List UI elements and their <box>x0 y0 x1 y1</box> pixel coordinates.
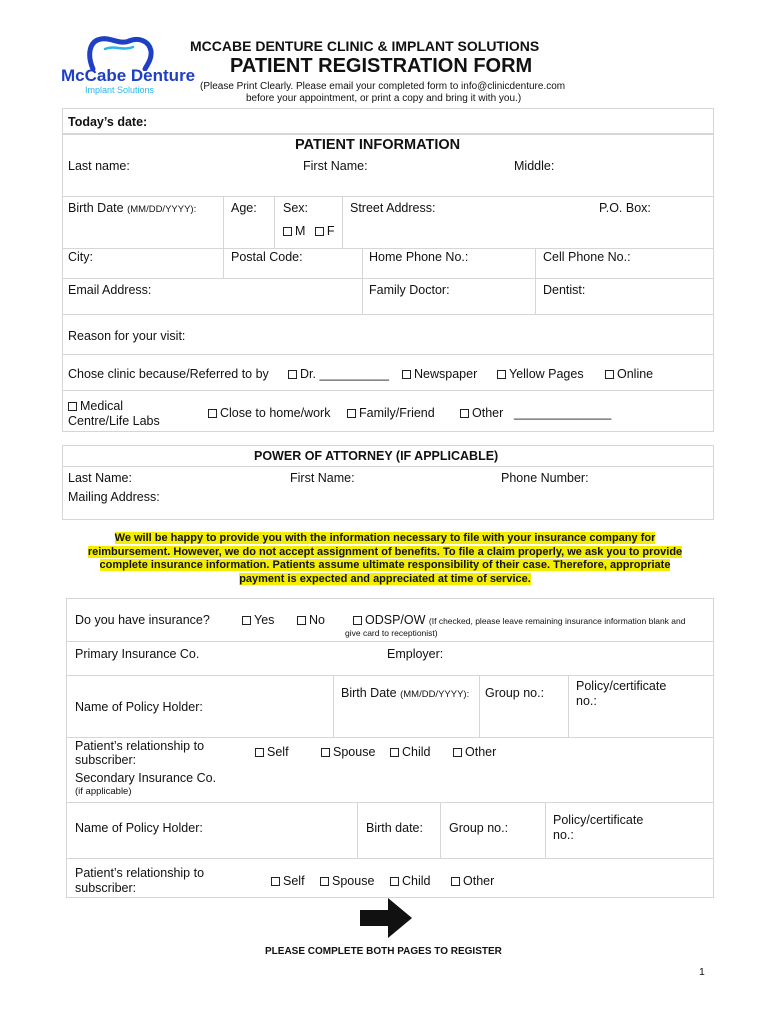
insurance-odsp-checkbox[interactable] <box>353 613 685 627</box>
have-insurance-label: Do you have insurance? <box>75 613 210 627</box>
birth-date-field[interactable] <box>68 201 196 215</box>
sex-m-label: M <box>295 224 306 238</box>
relationship-other-label: Other <box>465 745 497 759</box>
checkbox-icon <box>283 227 292 236</box>
sex-f-label: F <box>326 224 335 238</box>
patient-info-heading: PATIENT INFORMATION <box>295 137 461 153</box>
referral-yellow-pages-label: Yellow Pages <box>509 367 584 381</box>
relationship-spouse-checkbox[interactable] <box>321 745 375 759</box>
relationship-2-self-label: Self <box>283 874 305 888</box>
referral-close-to-home-checkbox[interactable] <box>208 406 330 420</box>
group-no-field[interactable]: Group no.: <box>485 686 545 700</box>
relationship-2-spouse-label: Spouse <box>332 874 375 888</box>
email-field[interactable]: Email Address: <box>68 283 152 297</box>
clinic-logo <box>55 35 196 97</box>
family-doctor-field[interactable]: Family Doctor: <box>369 283 450 297</box>
middle-name-field[interactable]: Middle: <box>514 159 555 173</box>
col-divider <box>274 196 275 248</box>
relationship-2-label-2: subscriber: <box>75 881 137 895</box>
first-name-field[interactable]: First Name: <box>303 159 368 173</box>
secondary-insurance-field[interactable]: Secondary Insurance Co. <box>75 771 217 785</box>
group-no-2-field[interactable]: Group no.: <box>449 821 509 835</box>
row-divider <box>66 802 714 803</box>
poa-phone-field[interactable]: Phone Number: <box>501 471 589 485</box>
clinic-name: MCCABE DENTURE CLINIC & IMPLANT SOLUTIONS <box>190 38 540 54</box>
referral-newspaper-label: Newspaper <box>414 367 478 381</box>
insurance-no-label: No <box>309 613 325 627</box>
birth-date-format: (MM/DD/YYYY): <box>400 689 470 700</box>
checkbox-icon <box>497 370 506 379</box>
notice-line: reimbursement. However, we do not accept assignment of benefits. To file a claim properly, we ask you to provide <box>87 545 683 558</box>
checkbox-icon <box>320 877 329 886</box>
form-instructions-line2: before your appointment, or print a copy and bring it with you.) <box>246 93 522 104</box>
insurance-yes-label: Yes <box>254 613 275 627</box>
home-phone-field[interactable]: Home Phone No.: <box>369 250 469 264</box>
referral-medical-label: Medical <box>80 399 124 413</box>
col-divider <box>333 675 334 737</box>
referral-medical-label-2: Centre/Life Labs <box>68 414 160 428</box>
checkbox-icon <box>321 748 330 757</box>
referral-family-friend-label: Family/Friend <box>359 406 435 420</box>
checkbox-icon <box>353 616 362 625</box>
relationship-2-other-label: Other <box>463 874 495 888</box>
city-field[interactable]: City: <box>68 250 93 264</box>
checkbox-icon <box>242 616 251 625</box>
col-divider <box>535 248 536 314</box>
col-divider <box>479 675 480 737</box>
checkbox-icon <box>451 877 460 886</box>
checkbox-icon <box>255 748 264 757</box>
relationship-2-other-checkbox[interactable] <box>451 874 494 888</box>
policy-holder-2-field[interactable]: Name of Policy Holder: <box>75 821 203 835</box>
referral-online-checkbox[interactable] <box>605 367 653 381</box>
birth-date-2-field[interactable]: Birth date: <box>366 821 423 835</box>
checkbox-icon <box>460 409 469 418</box>
relationship-child-label: Child <box>402 745 431 759</box>
relationship-child-checkbox[interactable] <box>390 745 431 759</box>
row-divider <box>66 675 714 676</box>
referral-newspaper-checkbox[interactable] <box>402 367 477 381</box>
referral-dr-label: Dr. __________ <box>300 367 389 381</box>
todays-date-label[interactable]: Today’s date: <box>68 115 148 129</box>
relationship-label: Patient’s relationship to <box>75 739 205 753</box>
form-instructions-line1: (Please Print Clearly. Please email your completed form to info@clinicdenture.com <box>200 81 566 92</box>
referral-other-label: Other <box>472 406 504 420</box>
checkbox-icon <box>402 370 411 379</box>
sex-f-checkbox[interactable] <box>315 224 335 238</box>
relationship-self-checkbox[interactable] <box>255 745 289 759</box>
referral-other-line[interactable]: ______________ <box>514 406 612 420</box>
policy-certificate-field-2: no.: <box>576 694 597 708</box>
checkbox-icon <box>453 748 462 757</box>
arrow-right-icon <box>360 898 412 938</box>
birth-date-format: (MM/DD/YYYY): <box>127 204 197 215</box>
poa-last-name-field[interactable]: Last Name: <box>68 471 132 485</box>
form-title: PATIENT REGISTRATION FORM <box>230 55 533 77</box>
todays-date-box <box>62 108 714 134</box>
col-divider <box>223 248 224 278</box>
row-divider <box>62 390 714 391</box>
col-divider <box>545 802 546 858</box>
insurance-no-checkbox[interactable] <box>297 613 325 627</box>
referral-close-to-home-label: Close to home/work <box>220 406 331 420</box>
primary-insurance-field[interactable]: Primary Insurance Co. <box>75 647 200 661</box>
referral-medical-checkbox[interactable] <box>68 399 123 413</box>
postal-code-field[interactable]: Postal Code: <box>231 250 303 264</box>
logo-name: McCabe Denture <box>61 66 196 85</box>
poa-mailing-address-field[interactable]: Mailing Address: <box>68 490 160 504</box>
row-divider <box>66 641 714 642</box>
sex-options <box>283 224 335 238</box>
relationship-2-self-checkbox[interactable] <box>271 874 305 888</box>
policy-certificate-2-field-2: no.: <box>553 828 574 842</box>
checkbox-icon <box>347 409 356 418</box>
notice-line: payment is expected and appreciated at time of service. <box>239 572 531 585</box>
odsp-note: (If checked, please leave remaining insurance information blank and <box>428 616 686 626</box>
notice-line: We will be happy to provide you with the information necessary to file with your insurance company for <box>114 532 656 544</box>
checkbox-icon <box>297 616 306 625</box>
insurance-odsp-label: ODSP/OW <box>365 613 426 627</box>
col-divider <box>568 675 569 737</box>
policy-holder-field[interactable]: Name of Policy Holder: <box>75 700 203 714</box>
reason-for-visit-field[interactable]: Reason for your visit: <box>68 329 186 343</box>
relationship-2-child-label: Child <box>402 874 431 888</box>
odsp-note-2: give card to receptionist) <box>345 628 438 638</box>
relationship-2-label: Patient’s relationship to <box>75 866 205 880</box>
street-address-field[interactable]: Street Address: <box>350 201 436 215</box>
row-divider <box>62 248 714 249</box>
complete-both-pages-note: PLEASE COMPLETE BOTH PAGES TO REGISTER <box>265 946 502 957</box>
last-name-field[interactable]: Last name: <box>68 159 130 173</box>
referral-yellow-pages-checkbox[interactable] <box>497 367 584 381</box>
dentist-field[interactable]: Dentist: <box>543 283 586 297</box>
relationship-other-checkbox[interactable] <box>453 745 496 759</box>
checkbox-icon <box>605 370 614 379</box>
policy-holder-birth-date-field[interactable] <box>341 686 469 700</box>
relationship-2-child-checkbox[interactable] <box>390 874 431 888</box>
col-divider <box>342 196 343 248</box>
col-divider <box>357 802 358 858</box>
po-box-field[interactable]: P.O. Box: <box>599 201 651 215</box>
checkbox-icon <box>68 402 77 411</box>
row-divider <box>62 314 714 315</box>
age-field[interactable]: Age: <box>231 201 257 215</box>
referral-label: Chose clinic because/Referred to by <box>68 367 269 381</box>
checkbox-icon <box>271 877 280 886</box>
referral-family-friend-checkbox[interactable] <box>347 406 435 420</box>
row-divider <box>66 737 714 738</box>
poa-first-name-field[interactable]: First Name: <box>290 471 355 485</box>
birth-date-label: Birth Date <box>341 686 397 700</box>
col-divider <box>362 248 363 314</box>
poa-heading: POWER OF ATTORNEY (IF APPLICABLE) <box>254 449 499 463</box>
sex-m-checkbox[interactable] <box>283 224 305 238</box>
employer-field[interactable]: Employer: <box>387 647 444 661</box>
birth-date-label: Birth Date <box>68 201 124 215</box>
checkbox-icon <box>208 409 217 418</box>
relationship-label-2: subscriber: <box>75 753 137 767</box>
col-divider <box>440 802 441 858</box>
relationship-self-label: Self <box>267 745 289 759</box>
row-divider <box>62 354 714 355</box>
checkbox-icon <box>390 748 399 757</box>
logo-tagline: Implant Solutions <box>85 85 155 95</box>
insurance-notice <box>0 532 770 586</box>
row-divider <box>62 196 714 197</box>
relationship-spouse-label: Spouse <box>333 745 376 759</box>
referral-online-label: Online <box>617 367 654 381</box>
if-applicable-note: (if applicable) <box>75 786 132 797</box>
notice-line: complete insurance information. Patients assume ultimate responsibility of their case. Therefore, appropriate <box>99 559 671 572</box>
referral-dr-checkbox[interactable] <box>288 367 389 381</box>
row-divider <box>62 466 714 467</box>
col-divider <box>223 196 224 248</box>
row-divider <box>66 858 714 859</box>
checkbox-icon <box>315 227 324 236</box>
row-divider <box>62 278 714 279</box>
sex-label: Sex: <box>283 201 309 215</box>
policy-certificate-2-field[interactable]: Policy/certificate <box>553 813 644 827</box>
cell-phone-field[interactable]: Cell Phone No.: <box>543 250 631 264</box>
page-number: 1 <box>699 966 705 978</box>
insurance-yes-checkbox[interactable] <box>242 613 274 627</box>
policy-certificate-field[interactable]: Policy/certificate <box>576 679 667 693</box>
checkbox-icon <box>288 370 297 379</box>
relationship-2-spouse-checkbox[interactable] <box>320 874 374 888</box>
checkbox-icon <box>390 877 399 886</box>
referral-other-checkbox[interactable] <box>460 406 503 420</box>
